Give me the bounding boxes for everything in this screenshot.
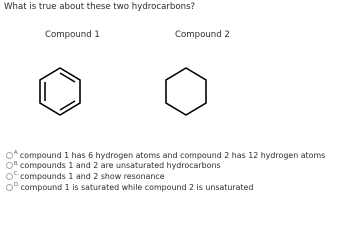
option-c[interactable] bbox=[2, 171, 325, 182]
benzene-ring-icon bbox=[34, 63, 86, 123]
option-d[interactable] bbox=[2, 182, 325, 193]
option-d-radio[interactable] bbox=[6, 184, 13, 191]
option-c-text: compounds 1 and 2 show resonance bbox=[20, 171, 165, 181]
option-d-letter: D. bbox=[14, 182, 20, 189]
option-a-text: compound 1 has 6 hydrogen atoms and compound 2 has 12 hydrogen atoms bbox=[19, 150, 326, 160]
answer-options bbox=[2, 150, 325, 192]
question-text: What is true about these two hydrocarbons? bbox=[4, 2, 196, 12]
option-a-radio[interactable] bbox=[6, 152, 13, 159]
option-b[interactable] bbox=[2, 161, 325, 172]
cyclohexane-ring-icon bbox=[160, 63, 212, 123]
option-a-letter: A. bbox=[14, 150, 19, 157]
option-c-letter: C. bbox=[14, 171, 20, 178]
compound-1-label: Compound 1 bbox=[45, 30, 100, 40]
option-b-radio[interactable] bbox=[6, 162, 13, 169]
option-c-radio[interactable] bbox=[6, 173, 13, 180]
option-d-text: compound 1 is saturated while compound 2 is unsaturated bbox=[20, 182, 254, 192]
compound-2-label: Compound 2 bbox=[175, 30, 230, 40]
option-b-text: compounds 1 and 2 are unsaturated hydrocarbons bbox=[20, 161, 221, 171]
option-a[interactable] bbox=[2, 150, 325, 161]
option-b-letter: B. bbox=[14, 160, 20, 167]
